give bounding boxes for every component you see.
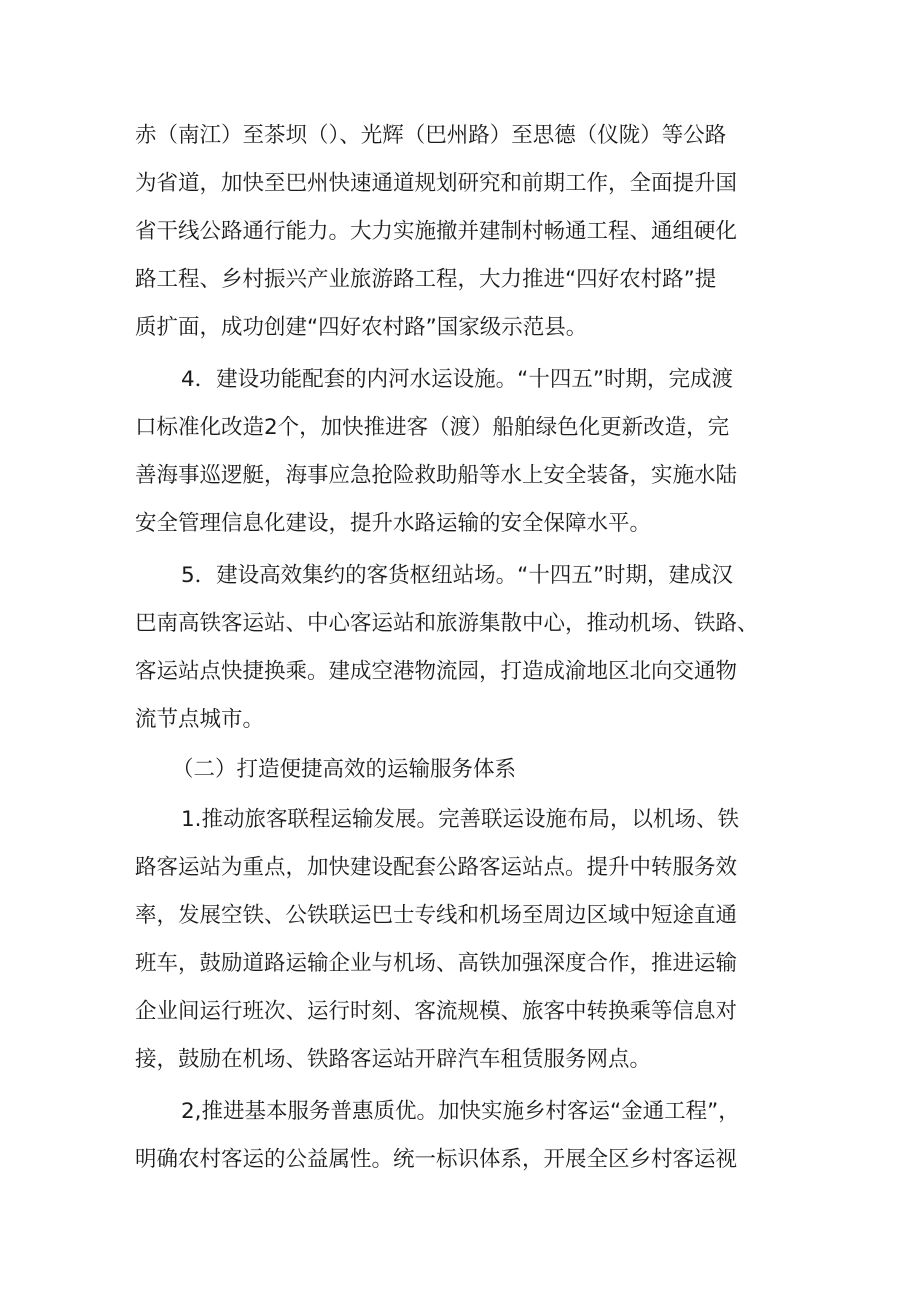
text-line: 率，发展空铁、公铁联运巴士专线和机场至周边区域中短途直通	[135, 903, 738, 928]
text-line: 质扩面，成功创建“四好农村路”国家级示范县。	[135, 315, 588, 340]
text-line: 接，鼓励在机场、铁路客运站开辟汽车租赁服务网点。	[135, 1047, 652, 1072]
text-line: 企业间运行班次、运行时刻、客流规模、旅客中转换乘等信息对	[135, 999, 738, 1024]
text-line: 5．建设高效集约的客货枢纽站场。“十四五”时期，建成汉	[181, 563, 733, 588]
text-line: 流节点城市。	[135, 707, 265, 732]
text-line: 善海事巡逻艇，海事应急抢险救助船等水上安全装备，实施水陆	[135, 463, 738, 488]
text-line: 安全管理信息化建设，提升水路运输的安全保障水平。	[135, 511, 652, 536]
text-line: 为省道，加快至巴州快速通道规划研究和前期工作，全面提升国	[135, 171, 738, 196]
text-line: 2,推进基本服务普惠质优。加快实施乡村客运“金通工程”，	[181, 1099, 740, 1124]
section-heading: （二）打造便捷高效的运输服务体系	[172, 757, 517, 782]
text-line: 路客运站为重点，加快建设配套公路客运站点。提升中转服务效	[135, 855, 738, 880]
text-line: 省干线公路通行能力。大力实施撤并建制村畅通工程、通组硬化	[135, 219, 738, 244]
text-line: 巴南高铁客运站、中心客运站和旅游集散中心，推动机场、铁路、	[135, 611, 759, 636]
text-line: 路工程、乡村振兴产业旅游路工程，大力推进“四好农村路”提	[135, 267, 717, 292]
text-line: 明确农村客运的公益属性。统一标识体系，开展全区乡村客运视	[135, 1147, 738, 1172]
text-line: 4．建设功能配套的内河水运设施。“十四五”时期，完成渡	[181, 367, 733, 392]
text-line: 口标准化改造2个，加快推进客（渡）船舶绿色化更新改造，完	[135, 415, 730, 440]
text-line: 班车，鼓励道路运输企业与机场、高铁加强深度合作，推进运输	[135, 951, 738, 976]
text-line: 1.推动旅客联程运输发展。完善联运设施布局，以机场、铁	[181, 807, 740, 832]
text-line: 赤（南江）至茶坝（）、光辉（巴州路）至思德（仪陇）等公路	[135, 123, 727, 148]
text-line: 客运站点快捷换乘。建成空港物流园，打造成渝地区北向交通物	[135, 659, 738, 684]
